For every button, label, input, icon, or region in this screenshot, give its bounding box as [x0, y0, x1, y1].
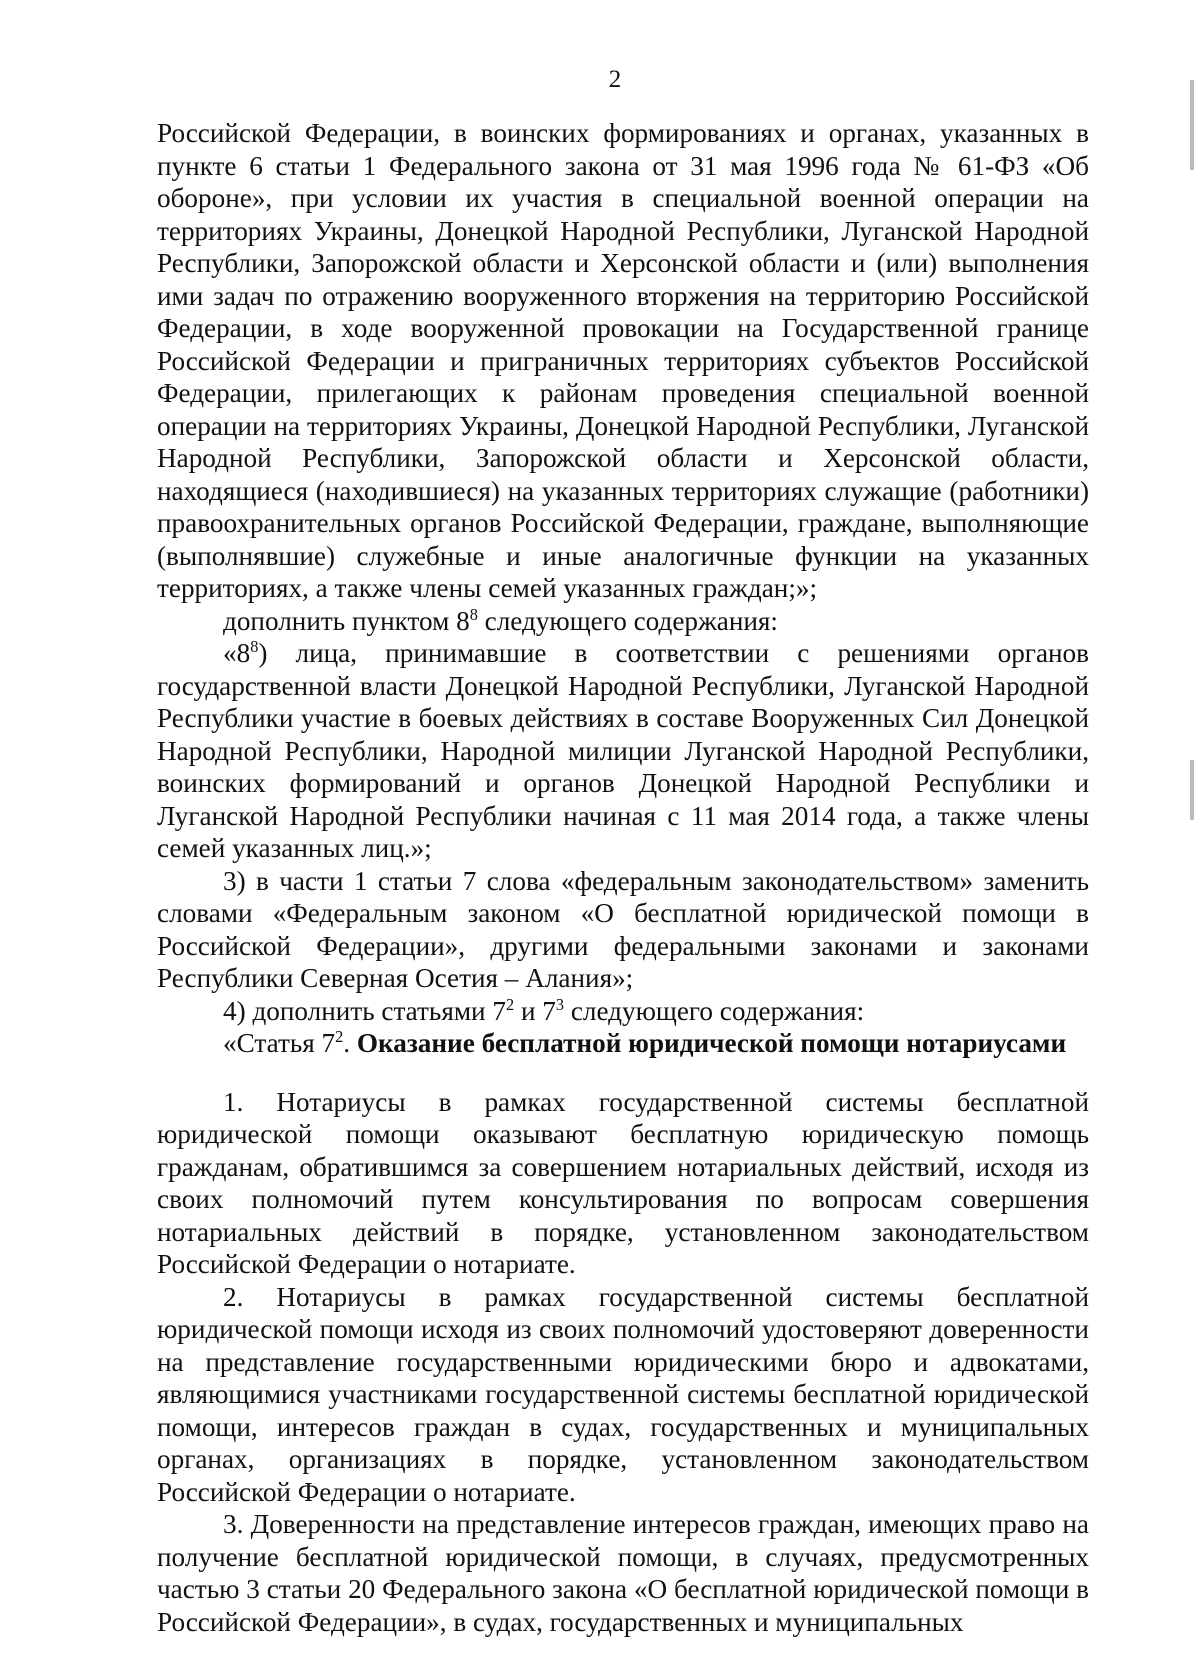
scan-edge-mark: [1190, 760, 1194, 820]
paragraph-add-item: дополнить пунктом $8^8$ следующего содержания:: [223, 604, 778, 636]
paragraph-part-3: 3) в части 1 статьи 7 слова «федеральным законодательством» заменить словами «Федеральным законом «О бесплатной юридической помощи в Российской Федерации», другими федеральными законами и законами Республики Северная Осетия – Алания»;: [157, 865, 1089, 993]
page-number: 2: [608, 66, 622, 93]
scan-edge-mark: [1190, 80, 1194, 170]
spacer: [157, 1060, 1089, 1086]
article-heading: «Статья $7^2$. Оказание бесплатной юридической помощи нотариусами: [223, 1026, 1067, 1058]
paragraph-point-3: 3. Доверенности на представление интересов граждан, имеющих право на получение бесплатной юридической помощи, в случаях, предусмотренных частью 3 статьи 20 Федерального закона «О бесплатной юридической помощи в Российской Федерации», в судах, государственных и муниципальных: [157, 1509, 1089, 1637]
paragraph-item-8-8: «$8^8$) лица, принимавшие в соответствии с решениями органов государственной власти Донецкой Народной Республики, Луганской Народной Республики участие в боевых действиях в составе Вооруженных Сил Донецкой Народной Республики, Народной милиции Луганской Народной Республики, воинских формирований и органов Донецкой Народной Республики и Луганской Народной Республики начиная с 11 мая 2014 года, а также члены семей указанных лиц.»;: [157, 636, 1089, 863]
document-body: [157, 117, 1089, 1638]
paragraph-continuation: Российской Федерации, в воинских формированиях и органах, указанных в пункте 6 статьи 1 Федерального закона от 31 мая 1996 года № 61-ФЗ «Об обороне», при условии их участия в специальной военной операции на территориях Украины, Донецкой Народной Республики, Луганской Народной Республики, Запорожской области и Херсонской области и (или) выполнения ими задач по отражению вооруженного вторжения на территорию Российской Федерации, в ходе вооруженной провокации на Государственной границе Российской Федерации и приграничных территориях субъектов Российской Федерации, прилегающих к районам проведения специальной военной операции на территориях Украины, Донецкой Народной Республики, Луганской Народной Республики, Запорожской области и Херсонской области, находящиеся (находившиеся) на указанных территориях служащие (работники) правоохранительных органов Российской Федерации, граждане, выполняющие (выполнявшие) служебные и иные аналогичные функции на указанных территориях, а также члены семей указанных граждан;»;: [157, 118, 1089, 603]
paragraph-point-1: 1. Нотариусы в рамках государственной системы бесплатной юридической помощи оказывают бесплатную юридическую помощь гражданам, обратившимся за совершением нотариальных действий, исходя из своих полномочий путем консультирования по вопросам совершения нотариальных действий в порядке, установленном законодательством Российской Федерации о нотариате.: [157, 1086, 1089, 1279]
paragraph-point-2: 2. Нотариусы в рамках государственной системы бесплатной юридической помощи исходя из своих полномочий удостоверяют доверенности на представление государственными юридическими бюро и адвокатами, являющимися участниками государственной системы бесплатной юридической помощи, интересов граждан в судах, государственных и муниципальных органах, организациях в порядке, установленном законодательством Российской Федерации о нотариате.: [157, 1281, 1089, 1507]
paragraph-part-4: 4) дополнить статьями $7^2$ и $7^3$ следующего содержания:: [223, 994, 865, 1026]
